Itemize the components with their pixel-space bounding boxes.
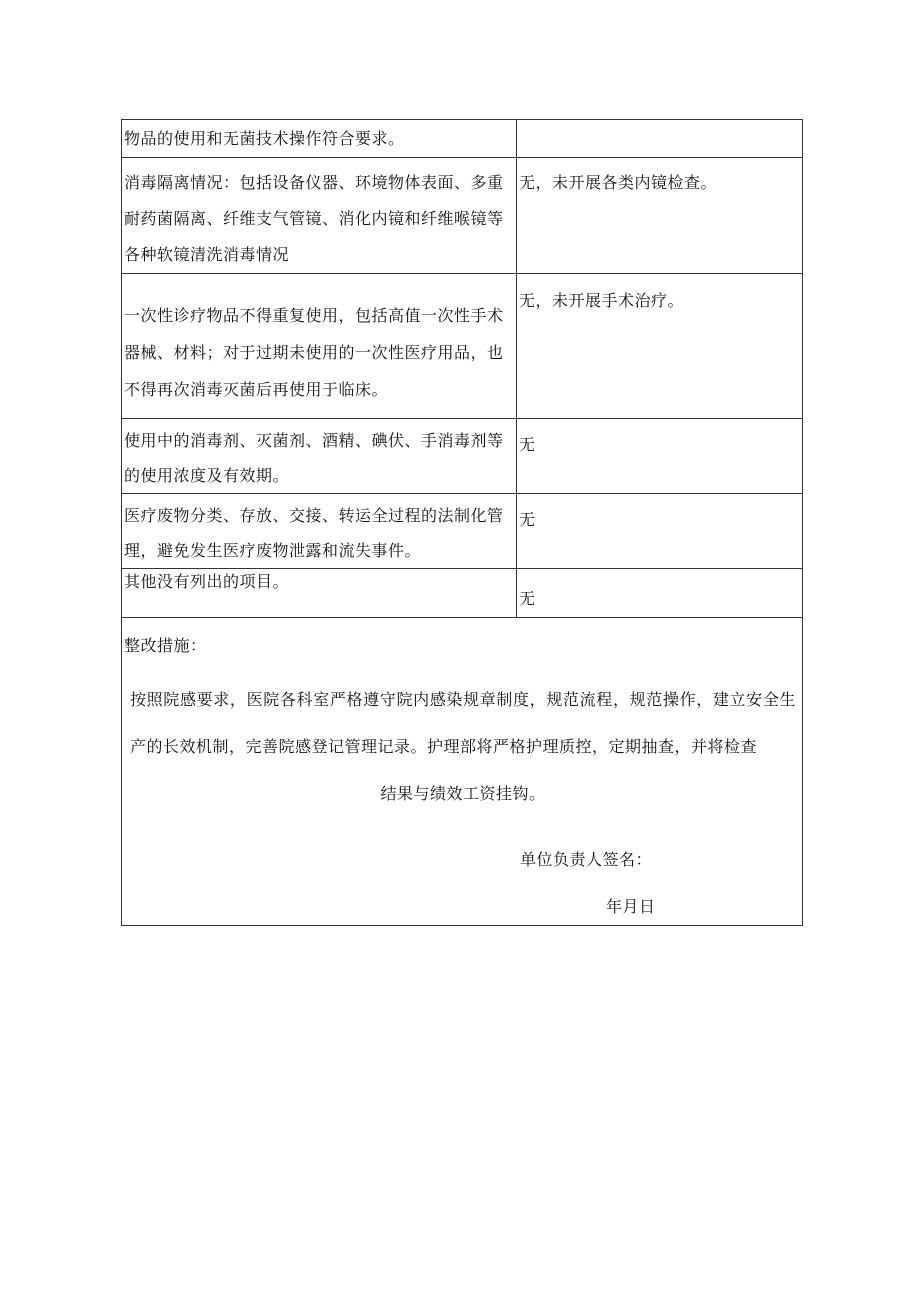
remediation-body-text: 按照院感要求，医院各科室严格遵守院内感染规章制度，规范流程，规范操作，建立安全生产的长效机制，完善院感登记管理记录。护理部将严格护理质控，定期抽查，并将检查 bbox=[130, 690, 796, 756]
result-text: 无，未开展各类内镜检查。 bbox=[519, 173, 718, 192]
inspection-table bbox=[121, 119, 803, 926]
result-cell bbox=[517, 494, 803, 569]
signature-label: 单位负责人签名： bbox=[520, 850, 653, 869]
result-text: 无 bbox=[519, 435, 536, 454]
remediation-section bbox=[122, 618, 802, 925]
result-cell bbox=[517, 120, 803, 158]
table-row bbox=[122, 120, 803, 158]
result-cell bbox=[517, 419, 803, 494]
table-row bbox=[122, 494, 803, 569]
table-row bbox=[122, 158, 803, 274]
result-text: 无 bbox=[519, 589, 536, 608]
remediation-body-last-line: 结果与绩效工资挂钩。 bbox=[380, 784, 546, 803]
item-text: 消毒隔离情况：包括设备仪器、环境物体表面、多重耐药菌隔离、纤维支气管镜、消化内镜和纤维喉镜等各种软镜清洗消毒情况 bbox=[124, 173, 504, 264]
item-text: 一次性诊疗物品不得重复使用，包括高值一次性手术器械、材料；对于过期未使用的一次性医疗用品，也不得再次消毒灭菌后再使用于临床。 bbox=[124, 306, 504, 399]
remediation-label: 整改措施： bbox=[124, 636, 207, 655]
item-cell bbox=[122, 419, 517, 494]
item-cell bbox=[122, 569, 517, 618]
signature-date: 年月日 bbox=[606, 897, 656, 916]
item-text: 医疗废物分类、存放、交接、转运全过程的法制化管理，避免发生医疗废物泄露和流失事件。 bbox=[124, 506, 504, 560]
result-cell bbox=[517, 569, 803, 618]
item-text: 物品的使用和无菌技术操作符合要求。 bbox=[124, 129, 405, 148]
result-text: 无，未开展手术治疗。 bbox=[519, 291, 685, 310]
remediation-body bbox=[130, 676, 796, 817]
remediation-cell bbox=[122, 618, 803, 926]
remediation-row bbox=[122, 618, 803, 926]
result-cell bbox=[517, 274, 803, 419]
item-cell bbox=[122, 494, 517, 569]
table-row bbox=[122, 274, 803, 419]
item-text: 使用中的消毒剂、灭菌剂、酒精、碘伏、手消毒剂等的使用浓度及有效期。 bbox=[124, 431, 504, 485]
item-cell bbox=[122, 274, 517, 419]
result-text: 无 bbox=[519, 510, 536, 529]
item-cell bbox=[122, 158, 517, 274]
table-row bbox=[122, 419, 803, 494]
result-cell bbox=[517, 158, 803, 274]
table-row bbox=[122, 569, 803, 618]
item-cell bbox=[122, 120, 517, 158]
item-text: 其他没有列出的项目。 bbox=[124, 572, 290, 591]
